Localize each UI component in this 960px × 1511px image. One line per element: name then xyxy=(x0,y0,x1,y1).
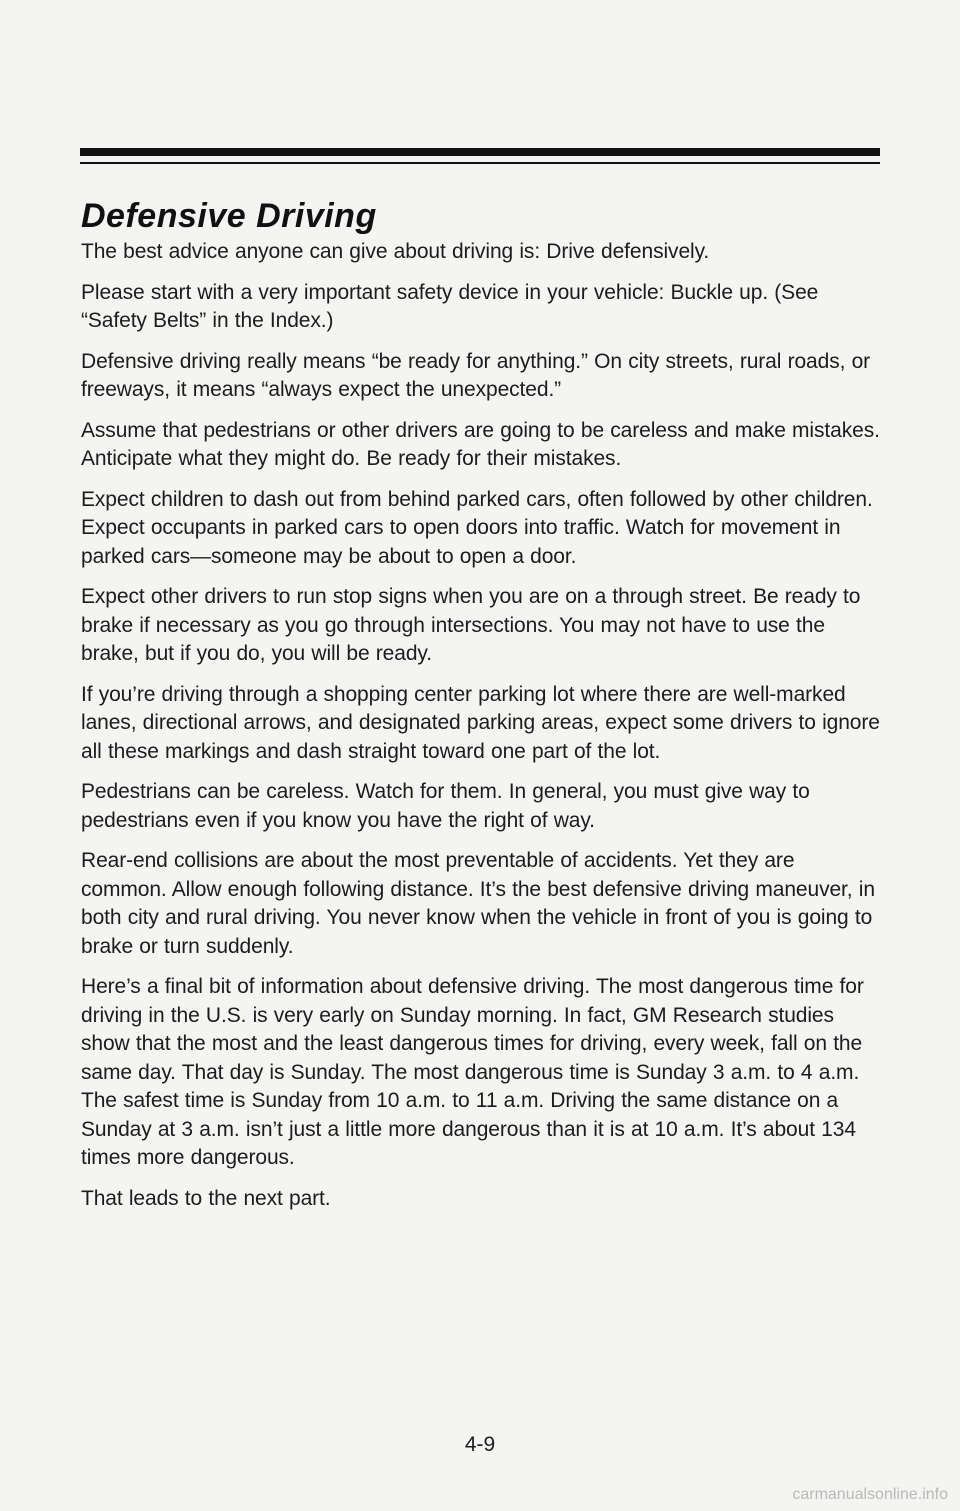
paragraph: Defensive driving really means “be ready for anything.” On city streets, rural roads, or freeways, it means “always expect the unexpected.” xyxy=(81,349,871,401)
page-number: 4-9 xyxy=(464,1433,496,1456)
page-content xyxy=(81,196,881,1225)
paragraph: Here’s a final bit of information about defensive driving. The most dangerous time for driving in the U.S. is very early on Sunday morning. In fact, GM Research studies show that the most and the least dangerous times for driving, every week, fall on the same day. That day is Sunday. The most dangerous time is Sunday 3 a.m. to 4 a.m. The safest time is Sunday from 10 a.m. to 11 a.m. Driving the same distance on a Sunday at 3 a.m. isn’t just a little more dangerous than it is at 10 a.m. It’s about 134 times more dangerous. xyxy=(81,975,864,1169)
paragraph: Expect other drivers to run stop signs when you are on a through street. Be ready to brake if necessary as you go through intersections. You may not have to use the brake, but if you do, you will be ready. xyxy=(81,585,861,665)
paragraph: If you’re driving through a shopping center parking lot where there are well-marked lanes, directional arrows, and designated parking areas, expect some drivers to ignore all these markings and dash straight toward one part of the lot. xyxy=(81,682,880,763)
watermark-text: carmanualsonline.info xyxy=(792,1486,948,1503)
paragraph: Pedestrians can be careless. Watch for them. In general, you must give way to pedestrians even if you know you have the right of way. xyxy=(81,780,810,832)
section-heading: Defensive Driving xyxy=(81,197,377,235)
paragraph: Assume that pedestrians or other drivers are going to be careless and make mistakes. Anticipate what they might do. Be ready for their mistakes. xyxy=(81,418,880,470)
section-rule-thin xyxy=(80,162,880,164)
paragraph: Expect children to dash out from behind parked cars, often followed by other children. Expect occupants in parked cars to open doors into traffic. Watch for movement in parked cars—someone may be about to open a door. xyxy=(81,487,873,568)
paragraph: That leads to the next part. xyxy=(81,1186,331,1210)
paragraph: Please start with a very important safety device in your vehicle: Buckle up. (See “Safety Belts” in the Index.) xyxy=(81,280,819,332)
section-rule-thick xyxy=(80,148,880,156)
paragraph: Rear-end collisions are about the most preventable of accidents. Yet they are common. Allow enough following distance. It’s the best defensive driving maneuver, in both city and rural driving. You never know when the vehicle in front of you is going to brake or turn suddenly. xyxy=(81,849,875,958)
paragraph: The best advice anyone can give about driving is: Drive defensively. xyxy=(81,240,710,263)
